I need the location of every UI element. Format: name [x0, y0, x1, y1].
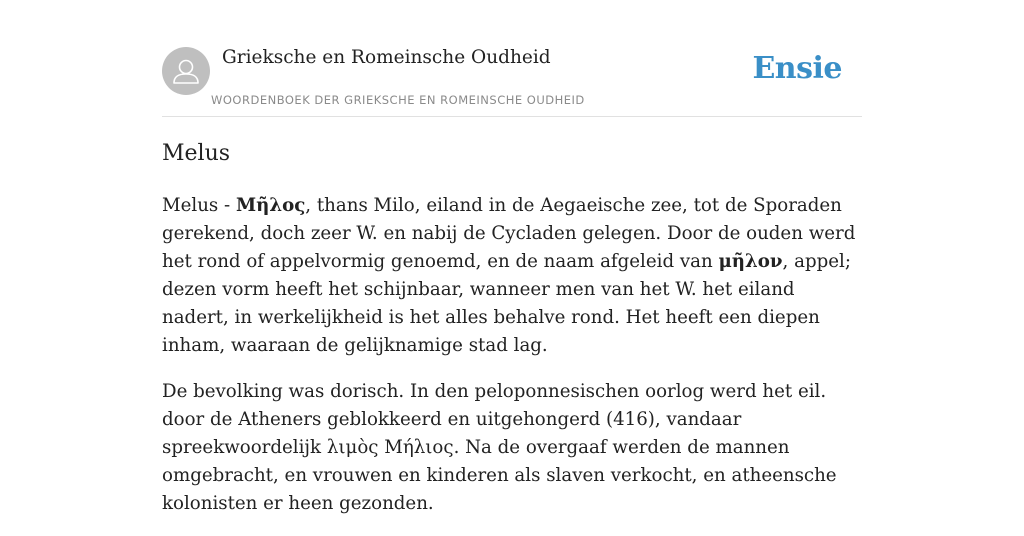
user-icon — [162, 47, 210, 95]
entry-title: Melus — [162, 141, 231, 166]
greek-term-melos: Μῆλος — [235, 195, 306, 216]
paragraph-2: De bevolking was dorisch. In den peloponnesischen oorlog werd het eil. door de Atheners geblokkeerd en uitgehongerd (416), vandaar spreekwoordelijk λιμὸς Μήλιος. Na de overgaaf werden de mannen omgebracht, en vrouwen en kinderen als slaven verkocht, en atheensche kolonisten er heen gezonden. — [162, 381, 837, 514]
entry-body — [162, 192, 862, 536]
p1-text-b: , thans Milo, eiland in de Aegaeische zee, tot de Sporaden gerekend, doch zeer W. en nabij de Cycladen gelegen. Door de ouden werd het rond of appelvormig genoemd, en de naam afgeleid van — [162, 195, 856, 272]
source-subtitle: WOORDENBOEK DER GRIEKSCHE EN ROMEINSCHE OUDHEID — [211, 93, 585, 107]
greek-term-melon: μῆλον — [718, 251, 783, 272]
paragraph-1 — [162, 192, 862, 360]
source-title[interactable]: Grieksche en Romeinsche Oudheid — [222, 47, 551, 68]
p1-text-a: Melus - — [162, 195, 236, 216]
source-header — [162, 0, 862, 117]
page-container — [162, 0, 862, 514]
p1-text-c: , appel; dezen vorm heeft het schijnbaar, wanneer men van het W. het eiland nadert, in werkelijkheid is het alles behalve rond. Het heeft een diepen inham, waaraan de gelijknamige stad lag. — [162, 251, 851, 356]
avatar[interactable] — [162, 47, 210, 95]
ensie-logo[interactable]: Ensie — [752, 51, 842, 86]
